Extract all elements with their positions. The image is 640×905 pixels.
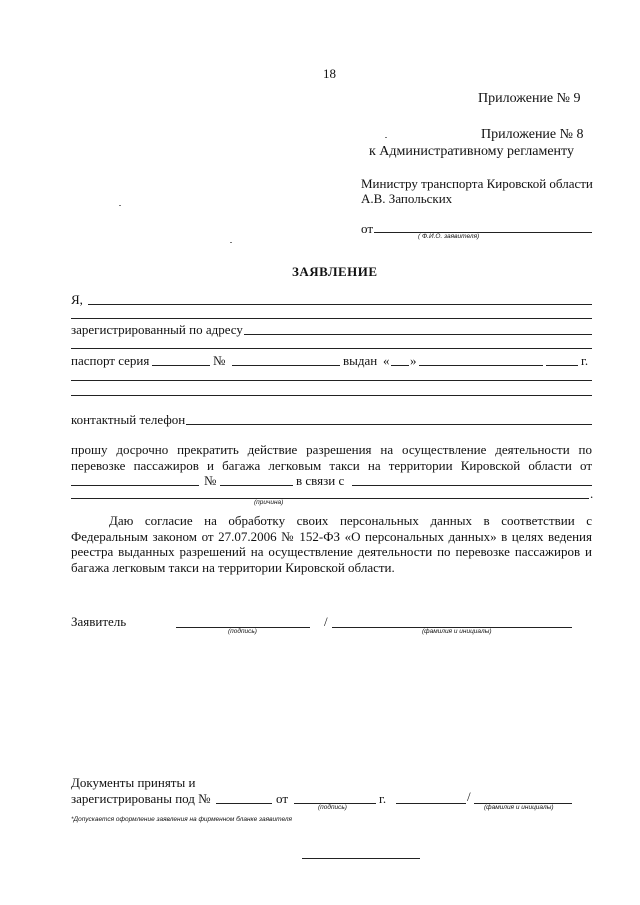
scan-dot	[230, 242, 232, 243]
passport-number-line[interactable]	[232, 365, 340, 366]
appendix-8: Приложение № 8	[481, 127, 584, 142]
scan-dot	[385, 137, 387, 138]
issued-by-line[interactable]	[71, 380, 592, 381]
reason-line-2[interactable]	[71, 498, 589, 499]
issued-by-line-2[interactable]	[71, 395, 592, 396]
issued-day-line[interactable]	[391, 365, 409, 366]
passport-series-line[interactable]	[152, 365, 210, 366]
reason-hint: (причина)	[254, 499, 284, 506]
due-to-label: в связи с	[296, 473, 345, 488]
appendix-9: Приложение № 9	[478, 91, 581, 106]
accepted-line-2: зарегистрированы под №	[71, 791, 211, 806]
consent-line-4: багажа легковым такси на территории Кировской области.	[71, 559, 395, 575]
accepted-signature-line[interactable]	[396, 803, 466, 804]
passport-number-label: №	[213, 353, 226, 368]
name-field-line[interactable]	[88, 304, 592, 305]
address-field-line-2[interactable]	[71, 348, 592, 349]
phone-field-line[interactable]	[186, 424, 592, 425]
accepted-line-1: Документы приняты и	[71, 775, 196, 790]
form-title: ЗАЯВЛЕНИЕ	[292, 264, 378, 279]
issued-month-line[interactable]	[419, 365, 543, 366]
request-paragraph	[71, 442, 592, 473]
accepted-from-label: от	[276, 791, 289, 806]
accepted-name-hint: (фамилия и инициалы)	[484, 804, 554, 811]
addressee-line-2: А.В. Запольских	[361, 191, 453, 206]
consent-paragraph	[71, 513, 592, 575]
permit-number-label: №	[204, 473, 217, 488]
address-label: зарегистрированный по адресу	[71, 322, 243, 337]
reason-period: .	[590, 486, 594, 501]
request-line-1: прошу досрочно прекратить действие разрешения на осуществление деятельности по	[71, 442, 592, 457]
address-field-line[interactable]	[244, 334, 592, 335]
i-label: Я,	[71, 292, 83, 307]
issued-label: выдан	[343, 353, 378, 368]
applicant-label: Заявитель	[71, 614, 127, 629]
year-suffix: г.	[581, 353, 589, 368]
quote-close: »	[410, 353, 417, 368]
issued-year-line[interactable]	[546, 365, 578, 366]
consent-line-3: реестра выданных разрешений на осуществление деятельности по перевозке пассажиров и	[71, 544, 592, 559]
quote-open: «	[383, 353, 390, 368]
from-hint: ( Ф.И.О. заявителя)	[418, 233, 480, 240]
phone-label: контактный телефон	[71, 412, 186, 427]
accepted-slash: /	[467, 789, 471, 804]
permit-date-line[interactable]	[71, 485, 199, 486]
footnote: *Допускается оформление заявления на фирменном бланке заявителя	[71, 816, 293, 823]
bottom-rule	[302, 858, 420, 859]
page-number: 18	[323, 66, 336, 81]
reason-line[interactable]	[352, 485, 592, 486]
appendix-8-to: к Административному регламенту	[369, 144, 574, 159]
applicant-name-hint: (фамилия и инициалы)	[422, 628, 492, 635]
applicant-signature-hint: (подпись)	[228, 628, 257, 635]
from-line	[374, 232, 592, 233]
accepted-year-suffix: г.	[379, 791, 387, 806]
request-line-2: перевозке пассажиров и багажа легковым такси на территории Кировской области от	[71, 457, 592, 473]
scan-dot	[119, 205, 121, 206]
addressee-line-1: Министру транспорта Кировской области	[361, 176, 593, 191]
registration-number-line[interactable]	[216, 803, 272, 804]
permit-number-line[interactable]	[220, 485, 293, 486]
consent-line-1: Даю согласие на обработку своих персональных данных в соответствии с	[109, 513, 592, 528]
passport-series-label: паспорт серия	[71, 353, 150, 368]
applicant-slash: /	[324, 614, 328, 629]
name-field-line-2[interactable]	[71, 318, 592, 319]
accepted-signature-hint: (подпись)	[318, 804, 347, 811]
consent-line-2: Федеральным законом от 27.07.2006 № 152-ФЗ «О персональных данных» в целях ведения	[71, 528, 592, 544]
from-label: от	[361, 221, 374, 236]
